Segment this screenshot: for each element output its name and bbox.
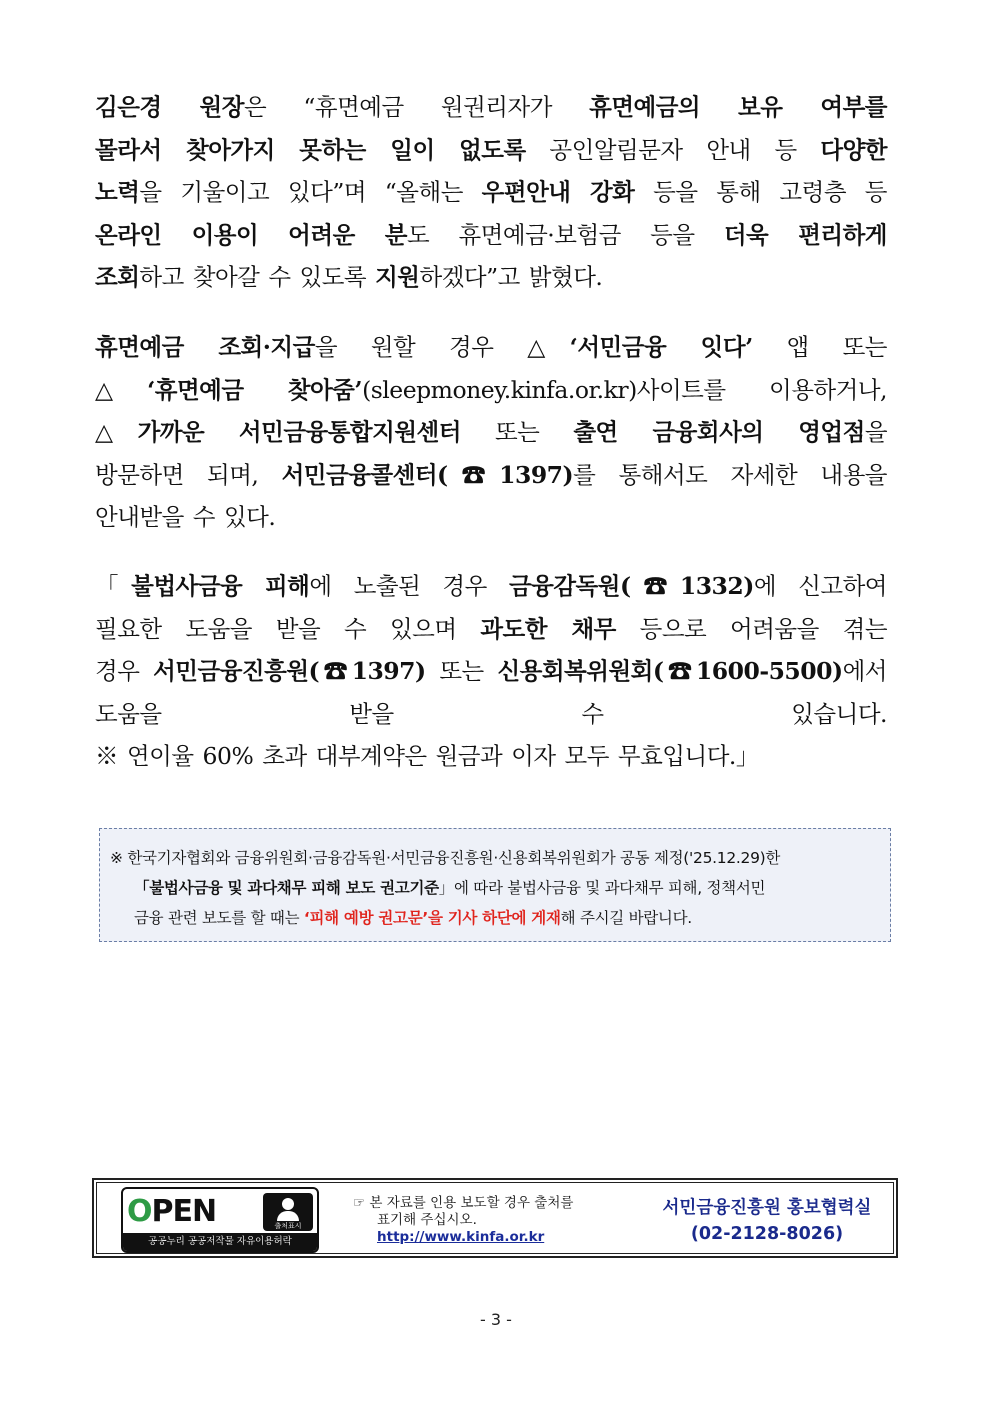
bold-text-run: 서민금융진흥원(☎1397) — [153, 657, 426, 685]
org-phone-number: (02-2128-8026) — [690, 1224, 844, 1244]
bold-text-run: 온라인 이용이 어려운 분 — [95, 220, 407, 249]
open-logo-word-rest: PEN — [151, 1194, 217, 1229]
text-line — [95, 496, 887, 539]
press-notice-box — [99, 828, 891, 942]
text-run: 에서 — [842, 657, 888, 685]
text-line — [95, 565, 887, 608]
text-run: 하겠다”고 밝혔다. — [419, 263, 603, 291]
kinfa-website-link[interactable]: http://www.kinfa.or.kr — [377, 1229, 545, 1245]
text-run: 공인알림문자 안내 등 — [525, 135, 821, 164]
bold-text-run: 더욱 편리하게 — [723, 220, 888, 249]
text-run: 방문하면 되며, — [95, 460, 282, 489]
text-line — [95, 129, 887, 172]
open-logo-word: OPEN — [127, 1194, 217, 1229]
text-run: 또는 — [425, 657, 498, 685]
bold-text-run: 서민금융콜센터(☎1397) — [281, 460, 574, 489]
kogl-open-logo — [121, 1187, 319, 1253]
text-run: 에 신고하여 — [753, 572, 887, 600]
text-run: ※ 연이율 60% 초과 대부계약은 원금과 이자 모두 무효입니다.」 — [95, 742, 759, 770]
text-line — [95, 650, 887, 693]
text-line — [95, 693, 887, 736]
bold-text-run: 과도한 채무 — [480, 614, 616, 643]
bold-text-run: 불법사금융 피해 — [131, 572, 310, 600]
bold-text-run: 가까운 서민금융통합지원센터 — [137, 418, 461, 446]
citation-note-line-1: ☞ 본 자료를 인용 보도할 경우 출처를 — [353, 1195, 574, 1211]
text-run: 도 휴면예금·보험금 등을 — [406, 220, 724, 249]
text-run: 를 통해서도 자세한 내용을 — [573, 460, 888, 489]
text-run: (sleepmoney.kinfa.or.kr)사이트를 이용하거나, — [362, 375, 888, 404]
text-line — [110, 873, 880, 903]
text-run: 은 “휴면예금 원권리자가 — [243, 93, 590, 121]
text-run: △ — [95, 418, 138, 446]
text-run: 금융 관련 보도를 할 때는 — [134, 909, 304, 927]
text-line — [95, 256, 887, 299]
bold-text-run: 신용회복위원회(☎1600-5500) — [497, 657, 843, 685]
paragraph-2 — [95, 326, 887, 539]
text-run: 경우 — [95, 657, 154, 685]
footer-contact — [637, 1195, 897, 1247]
attribution-badge-label: 출처표시 — [274, 1222, 302, 1230]
text-run: 등을 통해 고령층 등 — [634, 178, 887, 206]
text-line — [110, 843, 880, 873]
text-run: 또는 — [460, 418, 574, 446]
text-line — [95, 411, 887, 454]
text-line — [95, 171, 887, 214]
bold-text-run: ‘서민금융 잇다’ — [569, 333, 753, 361]
text-line — [110, 903, 880, 933]
bold-text-run: 지원 — [375, 263, 420, 291]
bold-text-run: 휴면예금의 보유 여부를 — [589, 93, 887, 121]
bold-text-run: 다양한 — [820, 135, 887, 164]
bold-text-run: 김은경 원장 — [95, 93, 244, 121]
text-line — [95, 369, 887, 412]
citation-note — [353, 1195, 653, 1246]
text-run: 앱 또는 — [752, 333, 887, 361]
text-run: 에 노출된 경우 — [309, 572, 509, 600]
footer-box — [92, 1178, 898, 1258]
bold-text-run: 조회 — [95, 263, 140, 291]
text-run: 도움을 받을 수 있습니다. — [95, 699, 887, 728]
text-run: 을 원할 경우 △ — [314, 333, 570, 361]
text-run: 을 기울이고 있다”며 “올해는 — [139, 178, 482, 206]
text-line — [95, 86, 887, 129]
bold-text-run: 「불법사금융 및 과다채무 피해 보도 권고기준 — [134, 879, 439, 897]
attribution-person-icon — [263, 1193, 313, 1231]
bold-text-run: 금융감독원(☎1332) — [508, 572, 754, 600]
bold-text-run: 출연 금융회사의 영업점 — [573, 418, 865, 446]
footer-inner-frame — [96, 1182, 894, 1254]
bold-text-run: 우편안내 강화 — [481, 178, 635, 206]
text-run: 「 — [95, 572, 132, 600]
text-line — [95, 735, 887, 778]
paragraph-1 — [95, 86, 887, 299]
text-run: 해 주시길 바랍니다. — [560, 909, 692, 927]
text-run: 안내받을 수 있다. — [95, 503, 276, 531]
citation-note-line-2: 표기해 주십시오. — [377, 1212, 477, 1228]
page-number: - 3 - — [480, 1310, 512, 1329]
text-run: 」에 따라 불법사금융 및 과다채무 피해, 정책서민 — [438, 879, 766, 897]
text-line — [95, 214, 887, 257]
paragraph-3 — [95, 565, 887, 778]
open-logo-caption: 공공누리 공공저작물 자유이용허락 — [123, 1233, 317, 1251]
bold-text-run: 노력 — [95, 178, 140, 206]
bold-text-run: ‘휴면예금 찾아줌’ — [147, 375, 363, 404]
bold-text-run: 휴면예금 조회·지급 — [95, 333, 315, 361]
text-run: 하고 찾아갈 수 있도록 — [139, 263, 376, 291]
text-run: 을 — [864, 418, 888, 446]
text-run: ※ 한국기자협회와 금융위원회·금융감독원·서민금융진흥원·신용회복위원회가 공동 제정('25.12.29)한 — [110, 849, 781, 867]
bold-text-run: 몰라서 찾아가지 못하는 일이 없도록 — [95, 135, 526, 164]
text-line — [95, 454, 887, 497]
text-run: 필요한 도움을 받을 수 있으며 — [95, 614, 481, 643]
text-run: 등으로 어려움을 겪는 — [615, 614, 888, 643]
text-line — [95, 326, 887, 369]
red-emphasis-text-run: ‘피해 예방 권고문’을 기사 하단에 게재 — [303, 909, 561, 927]
org-department-name: 서민금융진흥원 홍보협력실 — [662, 1198, 872, 1218]
text-line — [95, 608, 887, 651]
text-run: △ — [95, 375, 148, 404]
